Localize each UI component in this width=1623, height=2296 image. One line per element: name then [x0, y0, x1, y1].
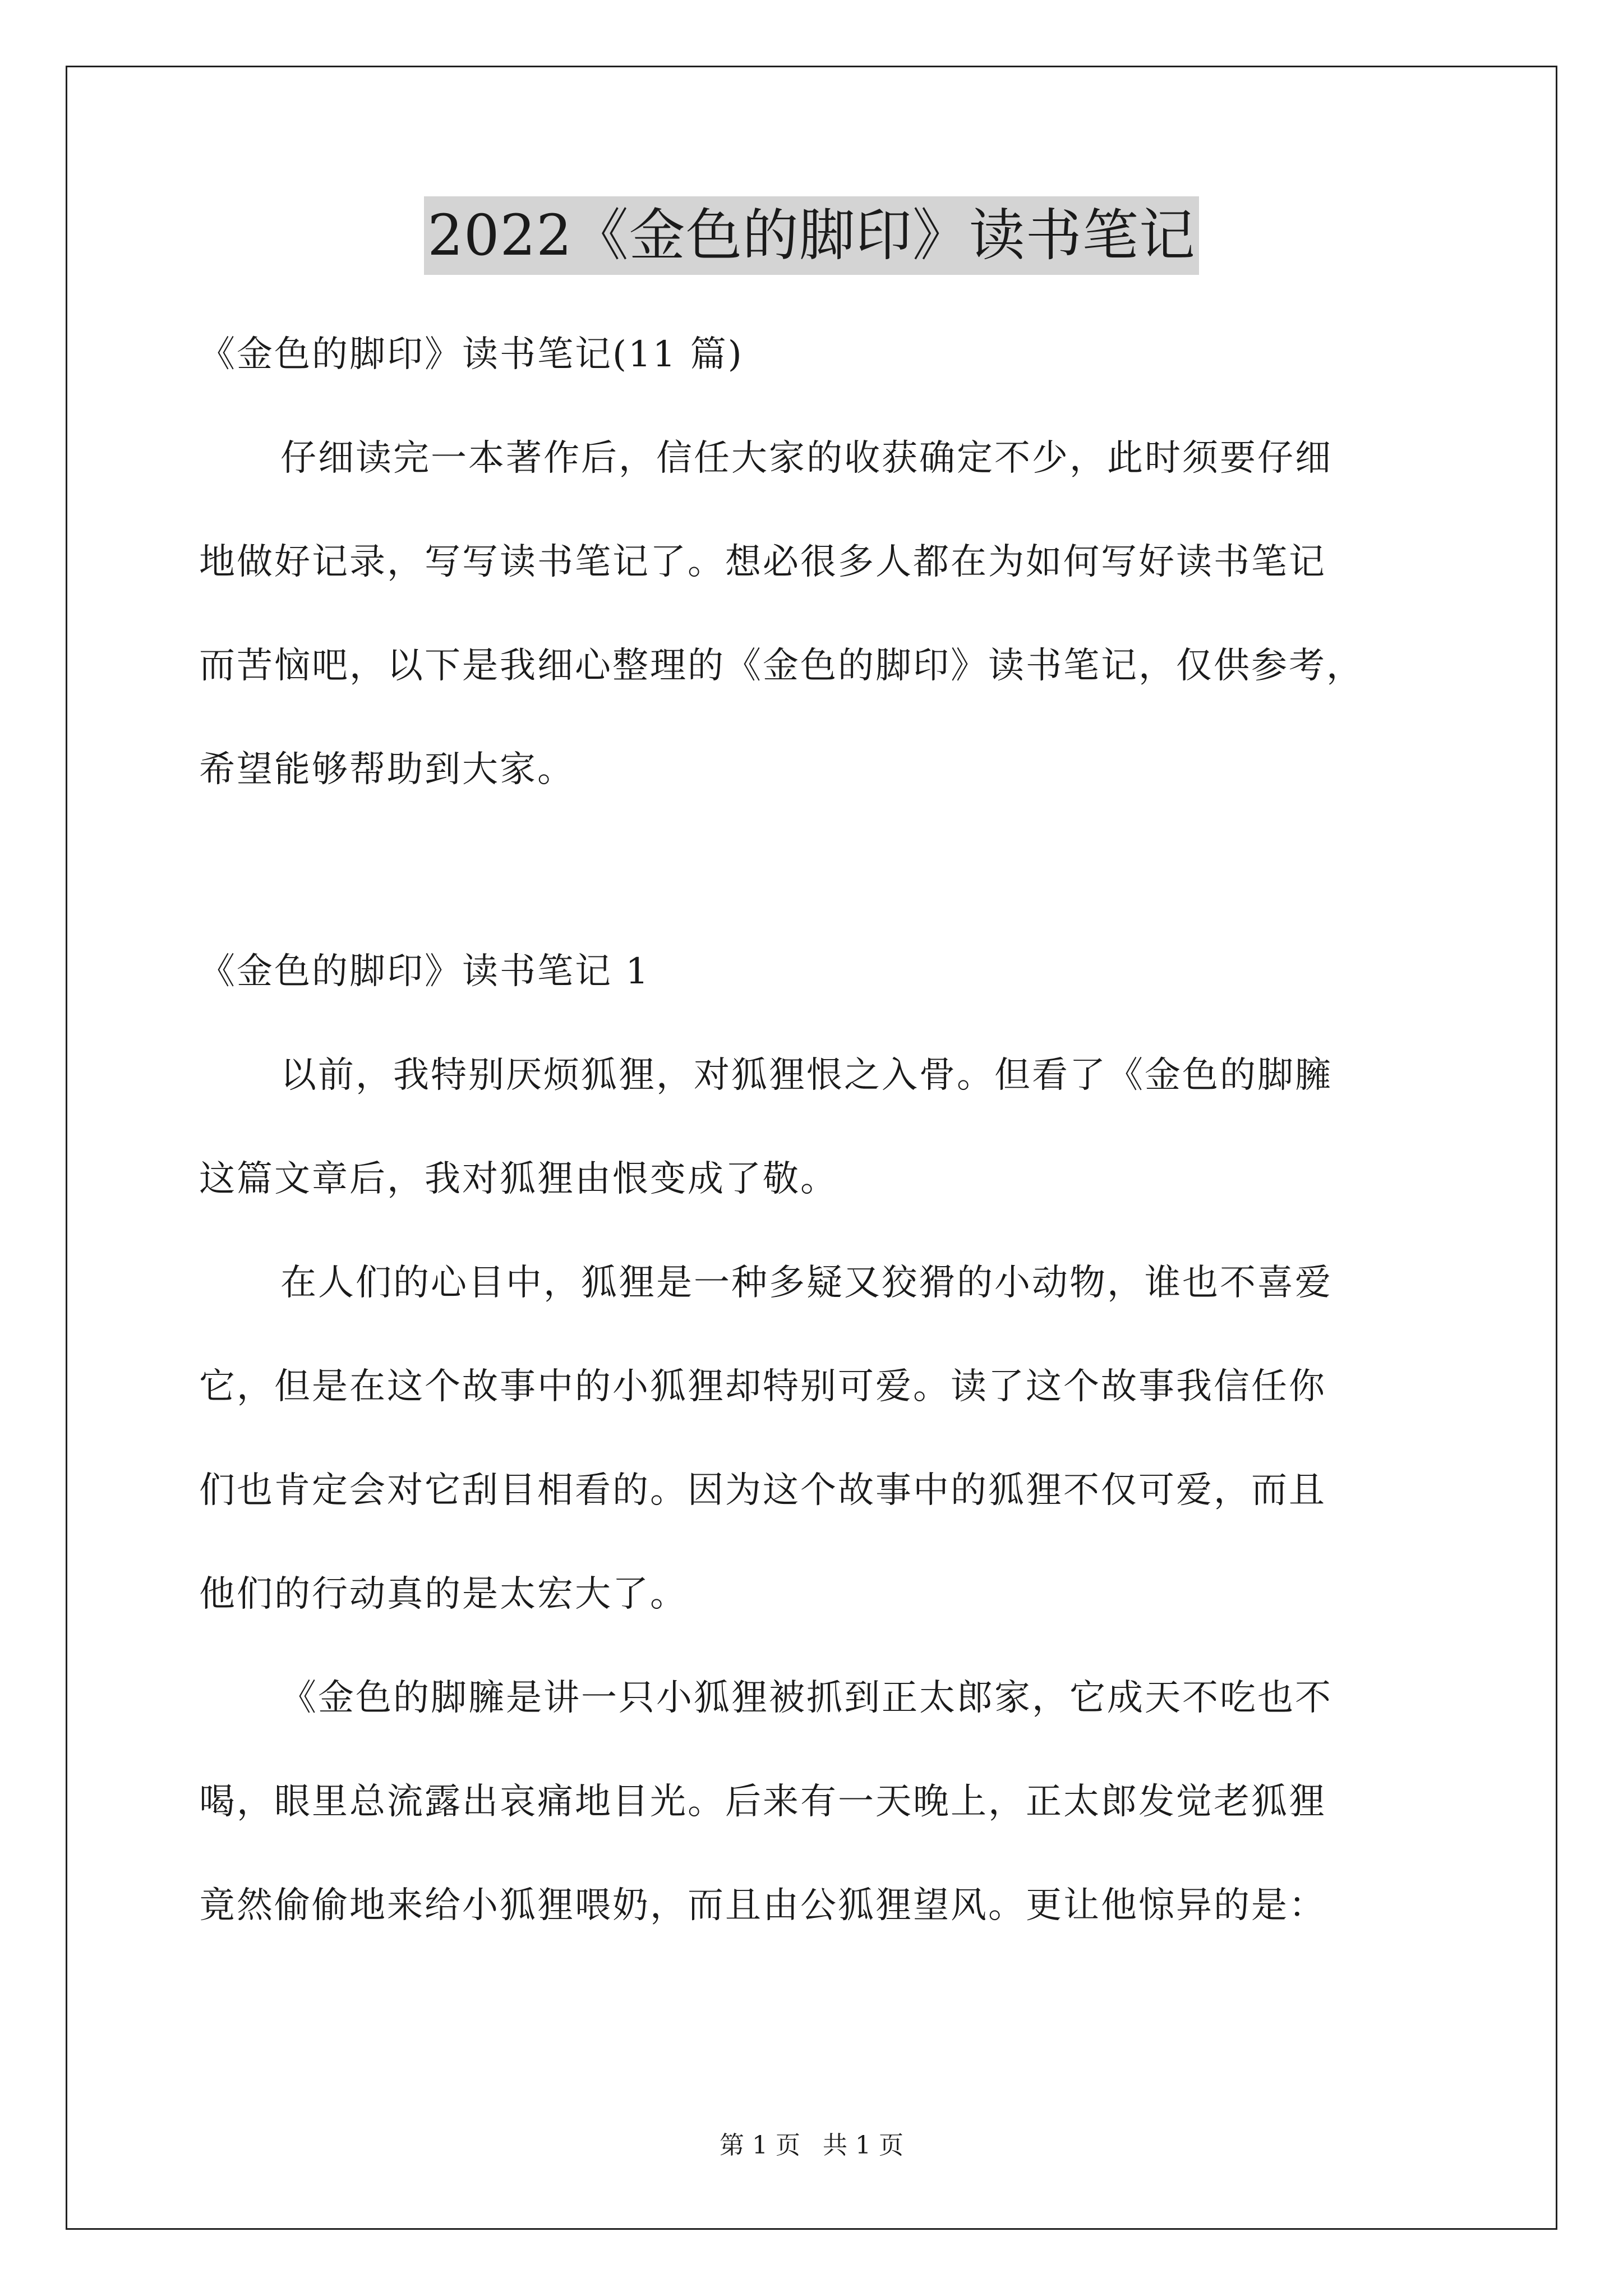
page-footer	[0, 2129, 1623, 2162]
intro-line: 希望能够帮助到大家。	[199, 749, 575, 790]
paragraph-line: 他们的行动真的是太宏大了。	[199, 1573, 688, 1615]
intro-line: 仔细读完一本著作后，信任大家的收获确定不少，此时须要仔细	[280, 438, 1332, 479]
document-body	[199, 303, 1467, 1958]
intro-line: 地做好记录，写写读书笔记了。想必很多人都在为如何写好读书笔记	[199, 541, 1326, 583]
paragraph-line: 它，但是在这个故事中的小狐狸却特别可爱。读了这个故事我信任你	[199, 1366, 1326, 1407]
section-heading: 《金色的脚印》读书笔记 1	[199, 951, 651, 992]
paragraph-line: 们也肯定会对它刮目相看的。因为这个故事中的狐狸不仅可爱，而且	[199, 1470, 1326, 1511]
title-container	[0, 196, 1623, 275]
paragraph-line: 《金色的脚臃是讲一只小狐狸被抓到正太郎家，它成天不吃也不	[280, 1677, 1332, 1719]
paragraph-line: 在人们的心目中，狐狸是一种多疑又狡猾的小动物，谁也不喜爱	[280, 1262, 1332, 1304]
collection-heading: 《金色的脚印》读书笔记(11 篇)	[199, 334, 744, 375]
document-title: 2022《金色的脚印》读书笔记	[424, 196, 1199, 275]
paragraph-line: 喝，眼里总流露出哀痛地目光。后来有一天晚上，正太郎发觉老狐狸	[199, 1781, 1326, 1823]
paragraph-line: 竟然偷偷地来给小狐狸喂奶，而且由公狐狸望风。更让他惊异的是：	[199, 1885, 1326, 1926]
intro-line: 而苦恼吧，以下是我细心整理的《金色的脚印》读书笔记，仅供参考，	[199, 645, 1364, 687]
paragraph-line: 这篇文章后，我对狐狸由恨变成了敬。	[199, 1158, 838, 1200]
page-number: 第 1 页	[720, 2131, 800, 2160]
page-total: 共 1 页	[823, 2131, 903, 2160]
section-spacer	[199, 822, 1467, 920]
paragraph-line: 以前，我特别厌烦狐狸，对狐狸恨之入骨。但看了《金色的脚臃	[280, 1055, 1332, 1096]
